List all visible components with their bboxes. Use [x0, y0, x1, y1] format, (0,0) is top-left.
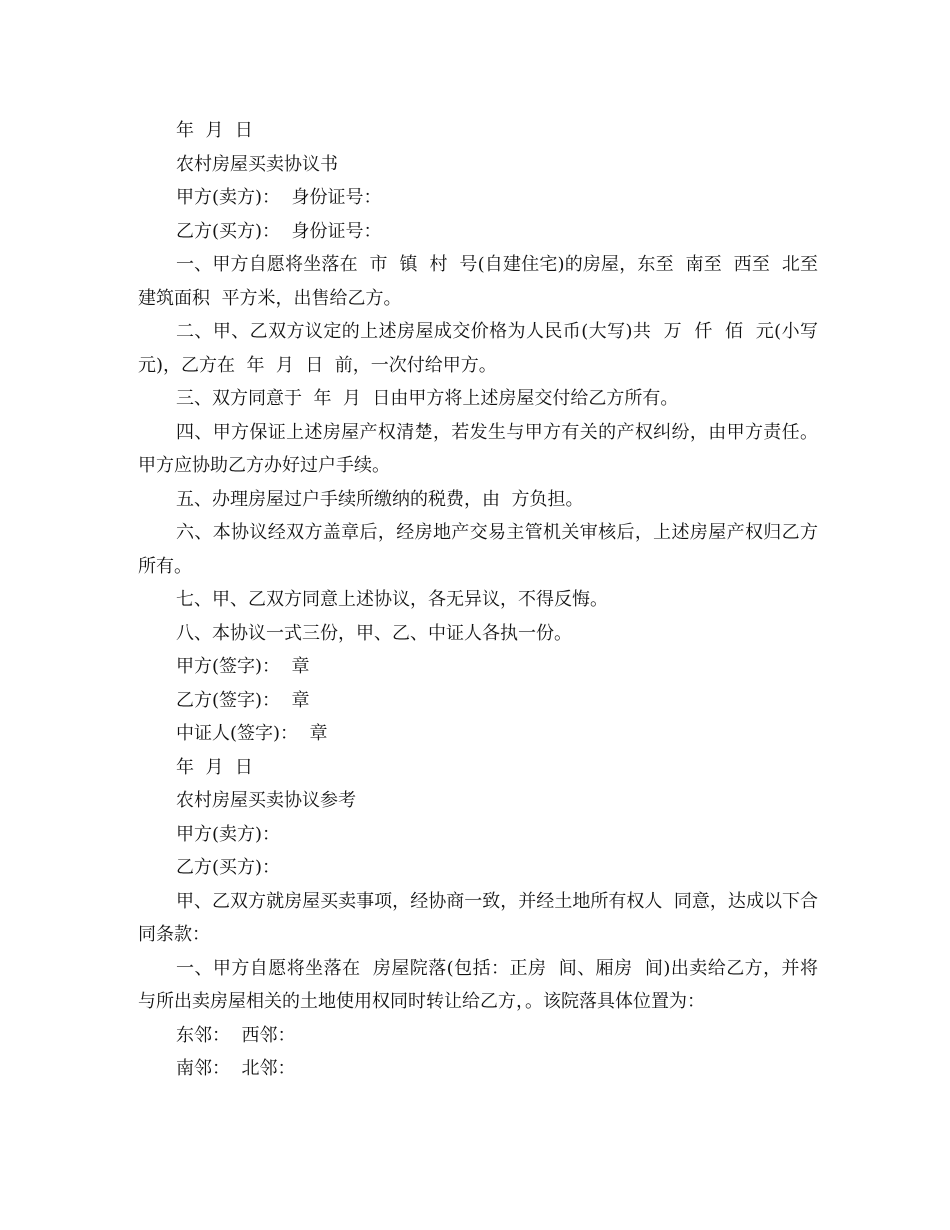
clause-1: 一、甲方自愿将坐落在 市 镇 村 号(自建住宅)的房屋，东至 南至 西至 北至 建筑面积 平方米，出售给乙方。 — [138, 254, 830, 309]
clause-5: 五、办理房屋过户手续所缴纳的税费，由 方负担。 — [176, 488, 584, 510]
clause-8: 八、本协议一式三份，甲、乙、中证人各执一份。 — [176, 622, 572, 644]
document-title: 农村房屋买卖协议书 — [176, 153, 338, 175]
buyer-line: 乙方(买方)： — [176, 857, 281, 878]
seller-line: 甲方(卖方)： 身份证号： — [176, 187, 382, 208]
buyer-signature-line: 乙方(签字)： 章 — [176, 689, 310, 711]
witness-signature-line: 中证人(签字)： 章 — [176, 723, 328, 744]
clause-7: 七、甲、乙双方同意上述协议，各无异议，不得反悔。 — [176, 589, 608, 610]
neighbors-south-north: 南邻： 北邻： — [176, 1058, 296, 1079]
seller-line: 甲方(卖方)： — [176, 823, 281, 845]
seller-signature-line: 甲方(签字)： 章 — [176, 656, 310, 677]
section-title: 农村房屋买卖协议参考 — [176, 790, 356, 811]
clause-4: 四、甲方保证上述房屋产权清楚，若发生与甲方有关的产权纠纷，由甲方责任。甲方应协助乙方办好过户手续。 — [138, 421, 818, 476]
buyer-line: 乙方(买方)： 身份证号： — [176, 220, 382, 242]
neighbors-east-west: 东邻： 西邻： — [176, 1024, 296, 1046]
document-body — [138, 114, 830, 1086]
date-line: 年 月 日 — [176, 120, 253, 141]
clause-3: 三、双方同意于 年 月 日由甲方将上述房屋交付给乙方所有。 — [176, 388, 679, 409]
preamble-paragraph: 甲、乙双方就房屋买卖事项，经协商一致，并经土地所有权人 同意，达成以下合同条款： — [138, 890, 818, 945]
clause-1: 一、甲方自愿将坐落在 房屋院落(包括：正房 间、厢房 间)出卖给乙方，并将与所出卖房屋相关的土地使用权同时转让给乙方，。该院落具体位置为： — [138, 957, 818, 1012]
clause-6: 六、本协议经双方盖章后，经房地产交易主管机关审核后，上述房屋产权归乙方所有。 — [138, 522, 818, 577]
clause-2: 二、甲、乙双方议定的上述房屋成交价格为人民币(大写)共 万 仟 佰 元(小写 元)，乙方在 年 月 日 前，一次付给甲方。 — [138, 321, 830, 376]
date-line: 年 月 日 — [176, 756, 253, 778]
